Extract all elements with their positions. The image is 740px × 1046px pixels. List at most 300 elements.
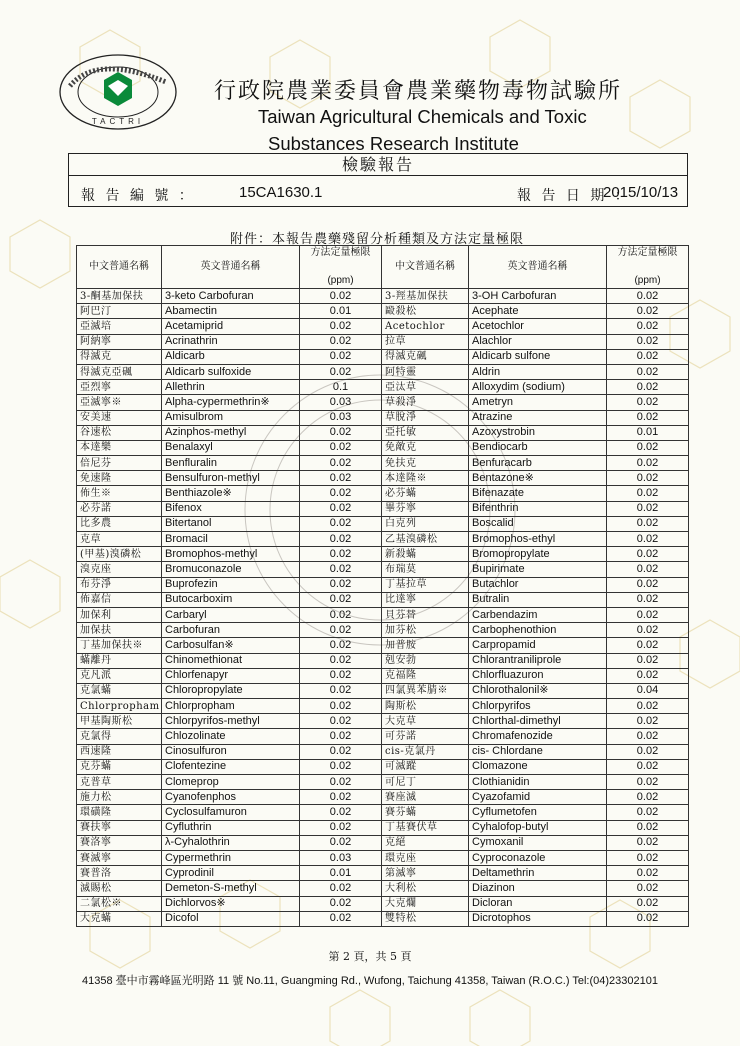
cell-zh-name: 可滅蹤 (382, 759, 469, 774)
cell-loq: 0.02 (607, 364, 689, 379)
cell-en-name: Abamectin (162, 304, 300, 319)
cell-loq: 0.02 (607, 319, 689, 334)
cell-zh-name: 亞烈寧 (77, 380, 162, 395)
cell-zh-name: 谷速松 (77, 425, 162, 440)
cell-en-name: Bromacil (162, 532, 300, 547)
cell-zh-name: 第滅寧 (382, 866, 469, 881)
table-row (77, 714, 689, 729)
cell-zh-name: 剋安勃 (382, 653, 469, 668)
cell-en-name: Bentazone※ (469, 471, 607, 486)
cell-loq: 0.02 (607, 501, 689, 516)
cell-loq: 0.02 (300, 577, 382, 592)
header-loq-right: 方法定量極限 (ppm) (607, 246, 689, 289)
cell-loq: 0.02 (607, 729, 689, 744)
cell-en-name: Cyclosulfamuron (162, 805, 300, 820)
cell-en-name: Cyanofenphos (162, 790, 300, 805)
cell-zh-name: 雙特松 (382, 911, 469, 926)
cell-loq: 0.03 (300, 410, 382, 425)
cell-zh-name: Acetochlor (382, 319, 469, 334)
cell-en-name: Acetamiprid (162, 319, 300, 334)
cell-loq: 0.02 (300, 289, 382, 304)
cell-en-name: Cypermethrin (162, 850, 300, 865)
cell-loq: 0.02 (300, 638, 382, 653)
table-row (77, 319, 689, 334)
cell-loq: 0.01 (300, 866, 382, 881)
cell-zh-name: 西速隆 (77, 744, 162, 759)
table-row (77, 364, 689, 379)
cell-loq: 0.02 (607, 607, 689, 622)
cell-zh-name: 貝芬替 (382, 607, 469, 622)
cell-en-name: Aldrin (469, 364, 607, 379)
table-row (77, 562, 689, 577)
cell-en-name: Bromopropylate (469, 547, 607, 562)
cell-en-name: Acephate (469, 304, 607, 319)
cell-zh-name: 克絕 (382, 835, 469, 850)
cell-zh-name: 免敵克 (382, 440, 469, 455)
table-row (77, 668, 689, 683)
cell-zh-name: 溴克座 (77, 562, 162, 577)
cell-en-name: Acrinathrin (162, 334, 300, 349)
cell-en-name: Alachlor (469, 334, 607, 349)
table-row (77, 835, 689, 850)
table-row (77, 638, 689, 653)
cell-loq: 0.02 (607, 866, 689, 881)
cell-loq: 0.02 (607, 547, 689, 562)
table-row (77, 395, 689, 410)
cell-zh-name: 必芬蟎 (382, 486, 469, 501)
cell-en-name: Azoxystrobin (469, 425, 607, 440)
cell-en-name: Carbendazim (469, 607, 607, 622)
cell-loq: 0.02 (607, 349, 689, 364)
cell-en-name: Alloxydim (sodium) (469, 380, 607, 395)
cell-zh-name: 亞托敏 (382, 425, 469, 440)
header-zh-name-left: 中文普通名稱 (77, 246, 162, 289)
cell-en-name: Bifenazate (469, 486, 607, 501)
cell-loq: 0.02 (300, 668, 382, 683)
cell-en-name: Aldicarb sulfoxide (162, 364, 300, 379)
cell-zh-name: 3-酮基加保扶 (77, 289, 162, 304)
cell-en-name: Carbophenothion (469, 623, 607, 638)
cell-loq: 0.02 (607, 562, 689, 577)
cell-loq: 0.01 (607, 425, 689, 440)
cell-zh-name: 蟎離丹 (77, 653, 162, 668)
cell-zh-name: 丁基加保扶※ (77, 638, 162, 653)
cell-en-name: λ-Cyhalothrin (162, 835, 300, 850)
cell-en-name: Chlozolinate (162, 729, 300, 744)
report-title: 檢驗報告 (69, 154, 687, 176)
cell-en-name: Cyfluthrin (162, 820, 300, 835)
cell-loq: 0.02 (607, 456, 689, 471)
cell-zh-name: 克普草 (77, 775, 162, 790)
cell-loq: 0.02 (300, 471, 382, 486)
cell-en-name: Chlorpropham (162, 699, 300, 714)
cell-loq: 0.02 (607, 471, 689, 486)
cell-en-name: Azinphos-methyl (162, 425, 300, 440)
table-row (77, 607, 689, 622)
cell-loq: 0.02 (300, 486, 382, 501)
table-row (77, 501, 689, 516)
cell-en-name: Chlorantraniliprole (469, 653, 607, 668)
cell-en-name: Acetochlor (469, 319, 607, 334)
cell-en-name: Cinosulfuron (162, 744, 300, 759)
cell-en-name: Bensulfuron-methyl (162, 471, 300, 486)
cell-loq: 0.03 (300, 395, 382, 410)
cell-zh-name: 陶斯松 (382, 699, 469, 714)
cell-en-name: 3-OH Carbofuran (469, 289, 607, 304)
cell-zh-name: 克氯蟎 (77, 683, 162, 698)
cell-zh-name: 亞滅寧※ (77, 395, 162, 410)
pesticide-table (76, 245, 688, 927)
table-row (77, 775, 689, 790)
report-number: 15CA1630.1 (239, 184, 323, 201)
table-row (77, 334, 689, 349)
cell-en-name: Benfluralin (162, 456, 300, 471)
table-row (77, 440, 689, 455)
annex-title: 附件：本報告農藥殘留分析種類及方法定量極限 (230, 232, 525, 247)
table-row (77, 850, 689, 865)
cell-loq: 0.02 (607, 486, 689, 501)
cell-zh-name: 賽扶寧 (77, 820, 162, 835)
cell-loq: 0.02 (607, 805, 689, 820)
cell-en-name: Benthiazole※ (162, 486, 300, 501)
cell-en-name: Atrazine (469, 410, 607, 425)
header-loq-left: 方法定量極限 (ppm) (300, 246, 382, 289)
cell-zh-name: 加芬松 (382, 623, 469, 638)
cell-zh-name: 二氯松※ (77, 896, 162, 911)
table-row (77, 304, 689, 319)
cell-en-name: Bromuconazole (162, 562, 300, 577)
table-row (77, 729, 689, 744)
cell-loq: 0.02 (300, 516, 382, 531)
cell-en-name: Aldicarb (162, 349, 300, 364)
cell-loq: 0.02 (300, 547, 382, 562)
cell-en-name: Bromophos-methyl (162, 547, 300, 562)
cell-en-name: Aldicarb sulfone (469, 349, 607, 364)
cell-loq: 0.02 (300, 334, 382, 349)
cell-loq: 0.02 (607, 744, 689, 759)
cell-en-name: Cymoxanil (469, 835, 607, 850)
cell-zh-name: 白克列 (382, 516, 469, 531)
cell-en-name: Diazinon (469, 881, 607, 896)
cell-zh-name: (甲基)溴磷松 (77, 547, 162, 562)
cell-loq: 0.02 (300, 805, 382, 820)
cell-en-name: Benfuracarb (469, 456, 607, 471)
cell-loq: 0.02 (300, 790, 382, 805)
footer-address: 41358 臺中市霧峰區光明路 11 號 No.11, Guangming Rd., Wufong, Taichung 41358, Taiwan (R.O.C.) Tel:(04)23302101 (82, 975, 658, 987)
cell-loq: 0.02 (300, 699, 382, 714)
cell-zh-name: 克福隆 (382, 668, 469, 683)
cell-en-name: Clothianidin (469, 775, 607, 790)
cell-zh-name: 拉草 (382, 334, 469, 349)
cell-en-name: Butachlor (469, 577, 607, 592)
cell-zh-name: 環克座 (382, 850, 469, 865)
cell-zh-name: 克凡派 (77, 668, 162, 683)
cell-loq: 0.02 (300, 835, 382, 850)
table-row (77, 744, 689, 759)
cell-loq: 0.02 (607, 289, 689, 304)
cell-loq: 0.02 (607, 653, 689, 668)
cell-zh-name: 大克爛 (382, 896, 469, 911)
table-row (77, 805, 689, 820)
table-row (77, 653, 689, 668)
cell-en-name: Bifenox (162, 501, 300, 516)
cell-zh-name: 阿特靈 (382, 364, 469, 379)
cell-en-name: Chlorothalonil※ (469, 683, 607, 698)
cell-loq: 0.02 (607, 395, 689, 410)
org-name-en-line1: Taiwan Agricultural Chemicals and Toxic (258, 106, 587, 127)
table-row (77, 349, 689, 364)
cell-loq: 0.02 (300, 592, 382, 607)
cell-en-name: Chinomethionat (162, 653, 300, 668)
cell-zh-name: 毆殺松 (382, 304, 469, 319)
cell-en-name: Boscalid (469, 516, 607, 531)
cell-loq: 0.02 (300, 820, 382, 835)
cell-zh-name: 克草 (77, 532, 162, 547)
cell-loq: 0.02 (300, 364, 382, 379)
cell-loq: 0.02 (300, 501, 382, 516)
cell-loq: 0.02 (607, 334, 689, 349)
table-row (77, 516, 689, 531)
cell-zh-name: 免扶克 (382, 456, 469, 471)
cell-zh-name: Chlorpropham (77, 699, 162, 714)
cell-en-name: Chlorthal-dimethyl (469, 714, 607, 729)
cell-loq: 0.02 (300, 653, 382, 668)
cell-en-name: Carbaryl (162, 607, 300, 622)
cell-zh-name: 賽普洛 (77, 866, 162, 881)
report-header-box (68, 153, 688, 207)
cell-loq: 0.02 (607, 516, 689, 531)
cell-zh-name: 克氯得 (77, 729, 162, 744)
cell-loq: 0.02 (300, 440, 382, 455)
cell-en-name: Deltamethrin (469, 866, 607, 881)
cell-zh-name: 佈生※ (77, 486, 162, 501)
cell-loq: 0.03 (300, 850, 382, 865)
table-row (77, 425, 689, 440)
table-row (77, 881, 689, 896)
cell-zh-name: 亞滅培 (77, 319, 162, 334)
cell-zh-name: 丁基拉草 (382, 577, 469, 592)
cell-en-name: Ametryn (469, 395, 607, 410)
cell-loq: 0.02 (300, 562, 382, 577)
cell-en-name: Alpha-cypermethrin※ (162, 395, 300, 410)
cell-en-name: Bendiocarb (469, 440, 607, 455)
cell-zh-name: 布瑞莫 (382, 562, 469, 577)
cell-loq: 0.02 (607, 911, 689, 926)
table-row (77, 471, 689, 486)
cell-zh-name: 倍尼芬 (77, 456, 162, 471)
cell-en-name: Bupirimate (469, 562, 607, 577)
cell-loq: 0.02 (607, 790, 689, 805)
cell-en-name: Dicrotophos (469, 911, 607, 926)
cell-en-name: Clomeprop (162, 775, 300, 790)
cell-zh-name: 佈嘉信 (77, 592, 162, 607)
table-row (77, 683, 689, 698)
tactri-logo (56, 52, 180, 132)
cell-loq: 0.02 (300, 349, 382, 364)
cell-zh-name: 加保利 (77, 607, 162, 622)
cell-loq: 0.02 (300, 744, 382, 759)
cell-en-name: Cyflumetofen (469, 805, 607, 820)
report-date: 2015/10/13 (603, 184, 679, 201)
cell-zh-name: 大克草 (382, 714, 469, 729)
table-row (77, 911, 689, 926)
cell-en-name: Cyazofamid (469, 790, 607, 805)
table-row (77, 410, 689, 425)
cell-zh-name: 大克蟎 (77, 911, 162, 926)
cell-zh-name: 布芬淨 (77, 577, 162, 592)
cell-loq: 0.02 (607, 577, 689, 592)
cell-zh-name: 畢芬寧 (382, 501, 469, 516)
cell-loq: 0.02 (607, 714, 689, 729)
cell-loq: 0.1 (300, 380, 382, 395)
cell-loq: 0.02 (607, 881, 689, 896)
cell-zh-name: 四氯異苯腈※ (382, 683, 469, 698)
cell-en-name: Bifenthrin (469, 501, 607, 516)
cell-loq: 0.02 (300, 759, 382, 774)
cell-zh-name: 滅賜松 (77, 881, 162, 896)
cell-en-name: Allethrin (162, 380, 300, 395)
cell-zh-name: 賽芬蟎 (382, 805, 469, 820)
table-row (77, 592, 689, 607)
org-name-zh: 行政院農業委員會農業藥物毒物試驗所 (214, 79, 623, 104)
cell-zh-name: 可尼丁 (382, 775, 469, 790)
cell-en-name: Chloropropylate (162, 683, 300, 698)
cell-loq: 0.04 (607, 683, 689, 698)
cell-en-name: Bromophos-ethyl (469, 532, 607, 547)
cell-zh-name: 本達隆※ (382, 471, 469, 486)
cell-en-name: 3-keto Carbofuran (162, 289, 300, 304)
cell-zh-name: 加普胺 (382, 638, 469, 653)
cell-en-name: Dichlorvos※ (162, 896, 300, 911)
cell-en-name: Carpropamid (469, 638, 607, 653)
cell-zh-name: 乙基溴磷松 (382, 532, 469, 547)
cell-zh-name: 賽座滅 (382, 790, 469, 805)
cell-loq: 0.02 (607, 592, 689, 607)
cell-zh-name: 甲基陶斯松 (77, 714, 162, 729)
cell-en-name: Butralin (469, 592, 607, 607)
cell-zh-name: 亞汰草 (382, 380, 469, 395)
table-row (77, 486, 689, 501)
cell-loq: 0.02 (300, 775, 382, 790)
report-number-label: 報 告 編 號 ： (81, 188, 196, 204)
cell-zh-name: 加保扶 (77, 623, 162, 638)
cell-loq: 0.02 (607, 820, 689, 835)
cell-loq: 0.02 (607, 759, 689, 774)
cell-en-name: Chromafenozide (469, 729, 607, 744)
cell-en-name: Clofentezine (162, 759, 300, 774)
page-number: 第 2 頁，共 5 頁 (328, 950, 412, 963)
cell-zh-name: 新殺蟎 (382, 547, 469, 562)
cell-zh-name: 丁基賽伏草 (382, 820, 469, 835)
cell-en-name: cis- Chlordane (469, 744, 607, 759)
cell-loq: 0.02 (607, 440, 689, 455)
cell-zh-name: 大利松 (382, 881, 469, 896)
cell-en-name: Chlorfenapyr (162, 668, 300, 683)
cell-zh-name: 賽洛寧 (77, 835, 162, 850)
cell-loq: 0.02 (300, 714, 382, 729)
cell-zh-name: 安美速 (77, 410, 162, 425)
table-row (77, 790, 689, 805)
cell-zh-name: 必芬諾 (77, 501, 162, 516)
cell-zh-name: 草脫淨 (382, 410, 469, 425)
cell-loq: 0.02 (300, 532, 382, 547)
cell-zh-name: 阿巴汀 (77, 304, 162, 319)
cell-en-name: Buprofezin (162, 577, 300, 592)
cell-zh-name: 阿納寧 (77, 334, 162, 349)
cell-en-name: Carbofuran (162, 623, 300, 638)
table-row (77, 866, 689, 881)
cell-loq: 0.02 (607, 638, 689, 653)
cell-en-name: Dicofol (162, 911, 300, 926)
cell-loq: 0.02 (607, 835, 689, 850)
cell-en-name: Cyprodinil (162, 866, 300, 881)
cell-loq: 0.02 (607, 380, 689, 395)
cell-en-name: Cyproconazole (469, 850, 607, 865)
cell-en-name: Chlorpyrifos-methyl (162, 714, 300, 729)
table-row (77, 699, 689, 714)
cell-loq: 0.02 (607, 896, 689, 911)
table-row (77, 577, 689, 592)
cell-loq: 0.02 (607, 304, 689, 319)
cell-loq: 0.02 (300, 623, 382, 638)
header-en-name-right: 英文普通名稱 (469, 246, 607, 289)
cell-zh-name: 得滅克亞碸 (77, 364, 162, 379)
table-row (77, 532, 689, 547)
cell-zh-name: 比多農 (77, 516, 162, 531)
table-header-row (77, 246, 689, 289)
table-row (77, 896, 689, 911)
table-row (77, 547, 689, 562)
cell-en-name: Chlorfluazuron (469, 668, 607, 683)
report-date-label: 報 告 日 期 ： (517, 188, 632, 204)
cell-loq: 0.02 (300, 319, 382, 334)
cell-en-name: Bitertanol (162, 516, 300, 531)
header-en-name-left: 英文普通名稱 (162, 246, 300, 289)
table-row (77, 820, 689, 835)
cell-en-name: Demeton-S-methyl (162, 881, 300, 896)
cell-zh-name: 得滅克碸 (382, 349, 469, 364)
cell-zh-name: 得滅克 (77, 349, 162, 364)
cell-zh-name: 本達樂 (77, 440, 162, 455)
table-row (77, 623, 689, 638)
cell-loq: 0.02 (607, 775, 689, 790)
cell-loq: 0.01 (300, 304, 382, 319)
cell-loq: 0.02 (607, 410, 689, 425)
cell-zh-name: 環磺隆 (77, 805, 162, 820)
logo-acronym: TACTRI (91, 117, 145, 126)
cell-en-name: Benalaxyl (162, 440, 300, 455)
header-zh-name-right: 中文普通名稱 (382, 246, 469, 289)
cell-en-name: Butocarboxim (162, 592, 300, 607)
cell-loq: 0.02 (300, 881, 382, 896)
cell-en-name: Dicloran (469, 896, 607, 911)
table-row (77, 759, 689, 774)
cell-zh-name: 克芬蟎 (77, 759, 162, 774)
cell-en-name: Clomazone (469, 759, 607, 774)
cell-zh-name: 施力松 (77, 790, 162, 805)
cell-loq: 0.02 (300, 607, 382, 622)
cell-loq: 0.02 (300, 683, 382, 698)
cell-zh-name: 3-羥基加保扶 (382, 289, 469, 304)
cell-loq: 0.02 (300, 425, 382, 440)
cell-loq: 0.02 (300, 456, 382, 471)
cell-loq: 0.02 (300, 911, 382, 926)
cell-en-name: Amisulbrom (162, 410, 300, 425)
cell-loq: 0.02 (607, 668, 689, 683)
cell-zh-name: 比達寧 (382, 592, 469, 607)
cell-en-name: Chlorpyrifos (469, 699, 607, 714)
org-name-en-line2: Substances Research Institute (268, 133, 519, 154)
